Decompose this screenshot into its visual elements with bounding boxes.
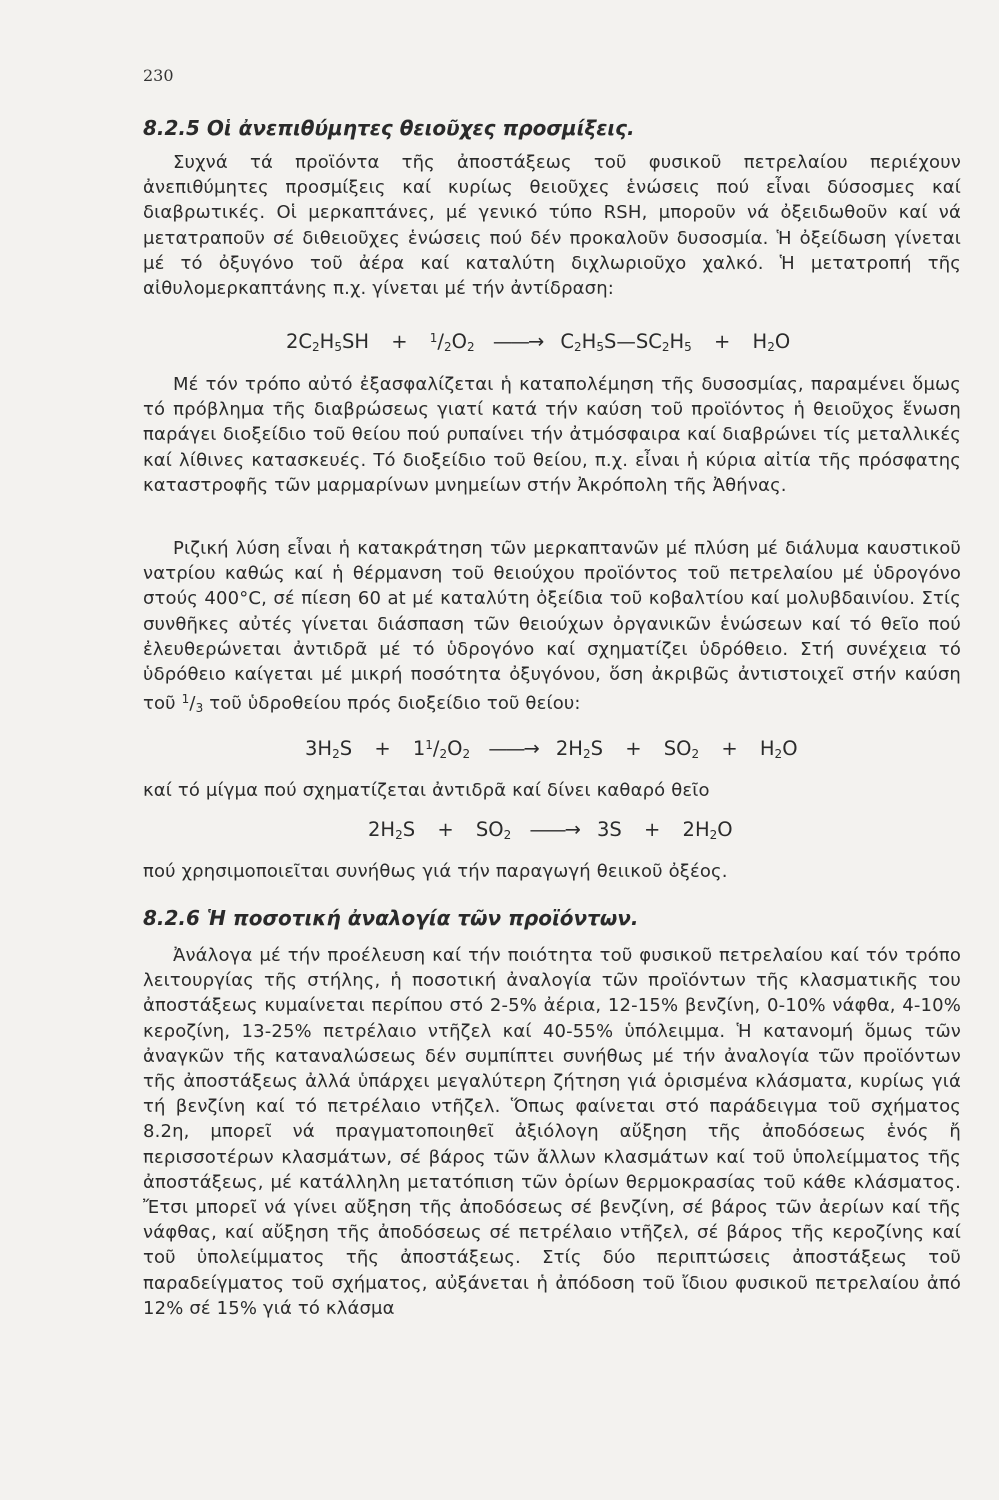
eq2-reactant-2: $1^1/_2O_2$ <box>412 737 471 761</box>
eq3-product-2: $2H_2O$ <box>682 818 733 842</box>
plus-sign: + <box>391 330 408 353</box>
paragraph-corrosion: Μέ τόν τρόπο αὐτό ἐξασφαλίζεται ἡ καταπολέμηση τῆς δυσοσμίας, παραμένει ὅμως τό πρόβλημα τῆς διαβρώσεως γιατί κατά τήν καύση τοῦ προϊόντος ἡ θειοῦχος ἕνωση παράγει διοξείδιο τοῦ θείου πού ρυπαίνει τήν ἀτμόσφαιρα καί διαβρώνει τίς μεταλλικές καί λίθινες κατασκευές. Τό διοξείδιο τοῦ θείου, π.χ. εἶναι ἡ κύρια αἰτία τῆς πρόσφατης καταστροφῆς τῶν μαρμαρίνων μνημείων στήν Ἀκρόπολη τῆς Ἀθήνας. <box>143 374 961 496</box>
eq1-product-1: $C_2H_5S—SC_2H_5$ <box>560 330 692 354</box>
paragraph-intro: Συχνά τά προϊόντα τῆς ἀποστάξεως τοῦ φυσικοῦ πετρελαίου περιέχουν ἀνεπιθύμητες προσμίξεις καί κυρίως θειοῦχες ἑνώσεις πού εἶναι δύσοσμες καί διαβρωτικές. Οἱ μερκαπτάνες, μέ γενικό τύπο RSH, μποροῦν νά ὀξειδωθοῦν καί νά μετατραποῦν σέ διθειοῦχες ἑνώσεις πού δέν προκαλοῦν δυσοσμία. Ἡ ὀξείδωση γίνεται μέ τό ὀξυγόνο τοῦ ἀέρα καί καταλύτη διχλωριοῦχο χαλκό. Ἡ μετατροπή τῆς αἰθυλομερκαπτάνης π.χ. γίνεται μέ τήν ἀντίδραση: <box>143 152 961 300</box>
plus-sign: + <box>437 818 454 841</box>
eq2-reactant-1: $3H_2S$ <box>305 737 353 761</box>
paragraph-mixture: καί τό μίγμα πού σχηματίζεται ἀντιδρᾶ καί δίνει καθαρό θεῖο <box>143 780 710 801</box>
reaction-arrow: ——→ <box>492 330 543 353</box>
eq3-reactant-1: $2H_2S$ <box>368 818 416 842</box>
plus-sign: + <box>643 818 661 841</box>
paragraph-product-ratio: Ἀνάλογα μέ τήν προέλευση καί τήν ποιότητα τοῦ φυσικοῦ πετρελαίου καί τόν τρόπο λειτουργίας τῆς στήλης, ἡ ποσοτική ἀναλογία τῶν προϊόντων τῆς κλασματικῆς του ἀποστάξεως κυμαίνεται περίπου στό 2-5% ἀέρια, 12-15% βενζίνη, 0-10% νάφθα, 4-10% κεροζίνη, 13-25% πετρέλαιο ντῆζελ καί 40-55% ὑπόλειμμα. Ἡ κατανομή ὅμως τῶν ἀναγκῶν τῆς καταναλώσεως δέν συμπίπτει συνήθως μέ τήν ἀναλογία τῶν προϊόντων τῆς ἀποστάξεως ἀλλά ὑπάρχει μεγαλύτερη ζήτηση γιά ὁρισμένα κλάσματα, κυρίως γιά τή βενζίνη καί τό πετρέλαιο ντῆζελ. Ὅπως φαίνεται στό παράδειγμα τοῦ σχήματος 8.2η, μπορεῖ νά πραγματοποιηθεῖ ἀξιόλογη αὔξηση τῆς ἀποδόσεως ἑνός ἤ περισσοτέρων κλασμάτων, σέ βάρος τῶν ἄλλων κλασμάτων καί τοῦ ὑπολείμματος τῆς ἀποστάξεως, μέ κατάλληλη μετατόπιση τῶν ὁρίων θερμοκρασίας τοῦ κάθε κλάσματος. Ἔτσι μπορεῖ νά γίνει αὔξηση τῆς ἀποδόσεως σέ βενζίνη, σέ βάρος τῶν ἀερίων καί τῆς νάφθας, καί αὔξηση τῆς ἀποδόσεως σέ πετρέλαιο ντῆζελ, σέ βάρος τῆς κεροζίνης καί τοῦ ὑπολείμματος τῆς ἀποστάξεως. Στίς δύο περιπτώσεις ἀποστάξεως τοῦ παραδείγματος τοῦ σχήματος, αὐξάνεται ἡ ἀπόδοση τοῦ ἴδιου φυσικοῦ πετρελαίου ἀπό 12% σέ 15% γιά τό κλάσμα <box>143 945 961 1319</box>
eq3-reactant-2: $SO_2$ <box>475 818 512 842</box>
eq1-product-2: $H_2O$ <box>752 330 791 354</box>
page-number: 230 <box>143 66 174 85</box>
paragraph-desulfurization: Ριζική λύση εἶναι ἡ κατακράτηση τῶν μερκαπτανῶν μέ πλύση μέ διάλυμα καυστικοῦ νατρίου καθώς καί ἡ θέρμανση τοῦ θειούχου προϊόντος τοῦ πετρελαίου μέ ὑδρογόνο στούς 400°C, σέ πίεση 60 at μέ καταλύτη ὀξείδια τοῦ κοβαλτίου καί μολυβδαινίου. Στίς συνθῆκες αὐτές γίνεται διάσπαση τῶν θειούχων ὀργανικῶν ἑνώσεων καί τό θεῖο πού ἐλευθερώνεται ἀντιδρᾶ μέ τό ὑδρογόνο καί σχηματίζει ὑδρόθειο. Στή συνέχεια τό ὑδρόθειο καίγεται μέ μικρή ποσότητα ὀξυγόνου, ὅση ἀκριβῶς ἀντιστοιχεῖ στήν καύση τοῦ $^1/_3$ τοῦ ὑδροθείου πρός διοξείδιο τοῦ θείου: <box>143 538 961 716</box>
reaction-arrow: ——→ <box>529 818 579 841</box>
section-heading-8-2-5: 8.2.5 Οἱ ἀνεπιθύμητες θειοῦχες προσμίξεις. <box>143 116 635 140</box>
eq2-product-3: $H_2O$ <box>759 737 798 761</box>
plus-sign: + <box>714 330 731 353</box>
eq1-reactant-1: $2C_2H_5SH$ <box>286 330 370 354</box>
fraction-one-third: $^1/_3$ <box>181 692 204 716</box>
plus-sign: + <box>374 737 391 760</box>
eq3-product-1: 3S <box>596 818 622 841</box>
paragraph-sulfuric-acid: πού χρησιμοποιεῖται συνήθως γιά τήν παραγωγή θειικοῦ ὀξέος. <box>143 861 728 882</box>
eq2-product-1: $2H_2S$ <box>555 737 603 761</box>
equation-mercaptan-oxidation <box>286 330 790 354</box>
equation-h2s-combustion <box>305 737 798 761</box>
plus-sign: + <box>625 737 642 760</box>
eq1-reactant-2: $^1/_2O_2$ <box>429 330 475 354</box>
equation-claus-reaction <box>368 818 733 842</box>
section-heading-8-2-6: 8.2.6 Ἡ ποσοτική ἀναλογία τῶν προϊόντων. <box>143 906 639 930</box>
plus-sign: + <box>721 737 738 760</box>
eq2-product-2: $SO_2$ <box>663 737 700 761</box>
reaction-arrow: ——→ <box>488 737 538 760</box>
